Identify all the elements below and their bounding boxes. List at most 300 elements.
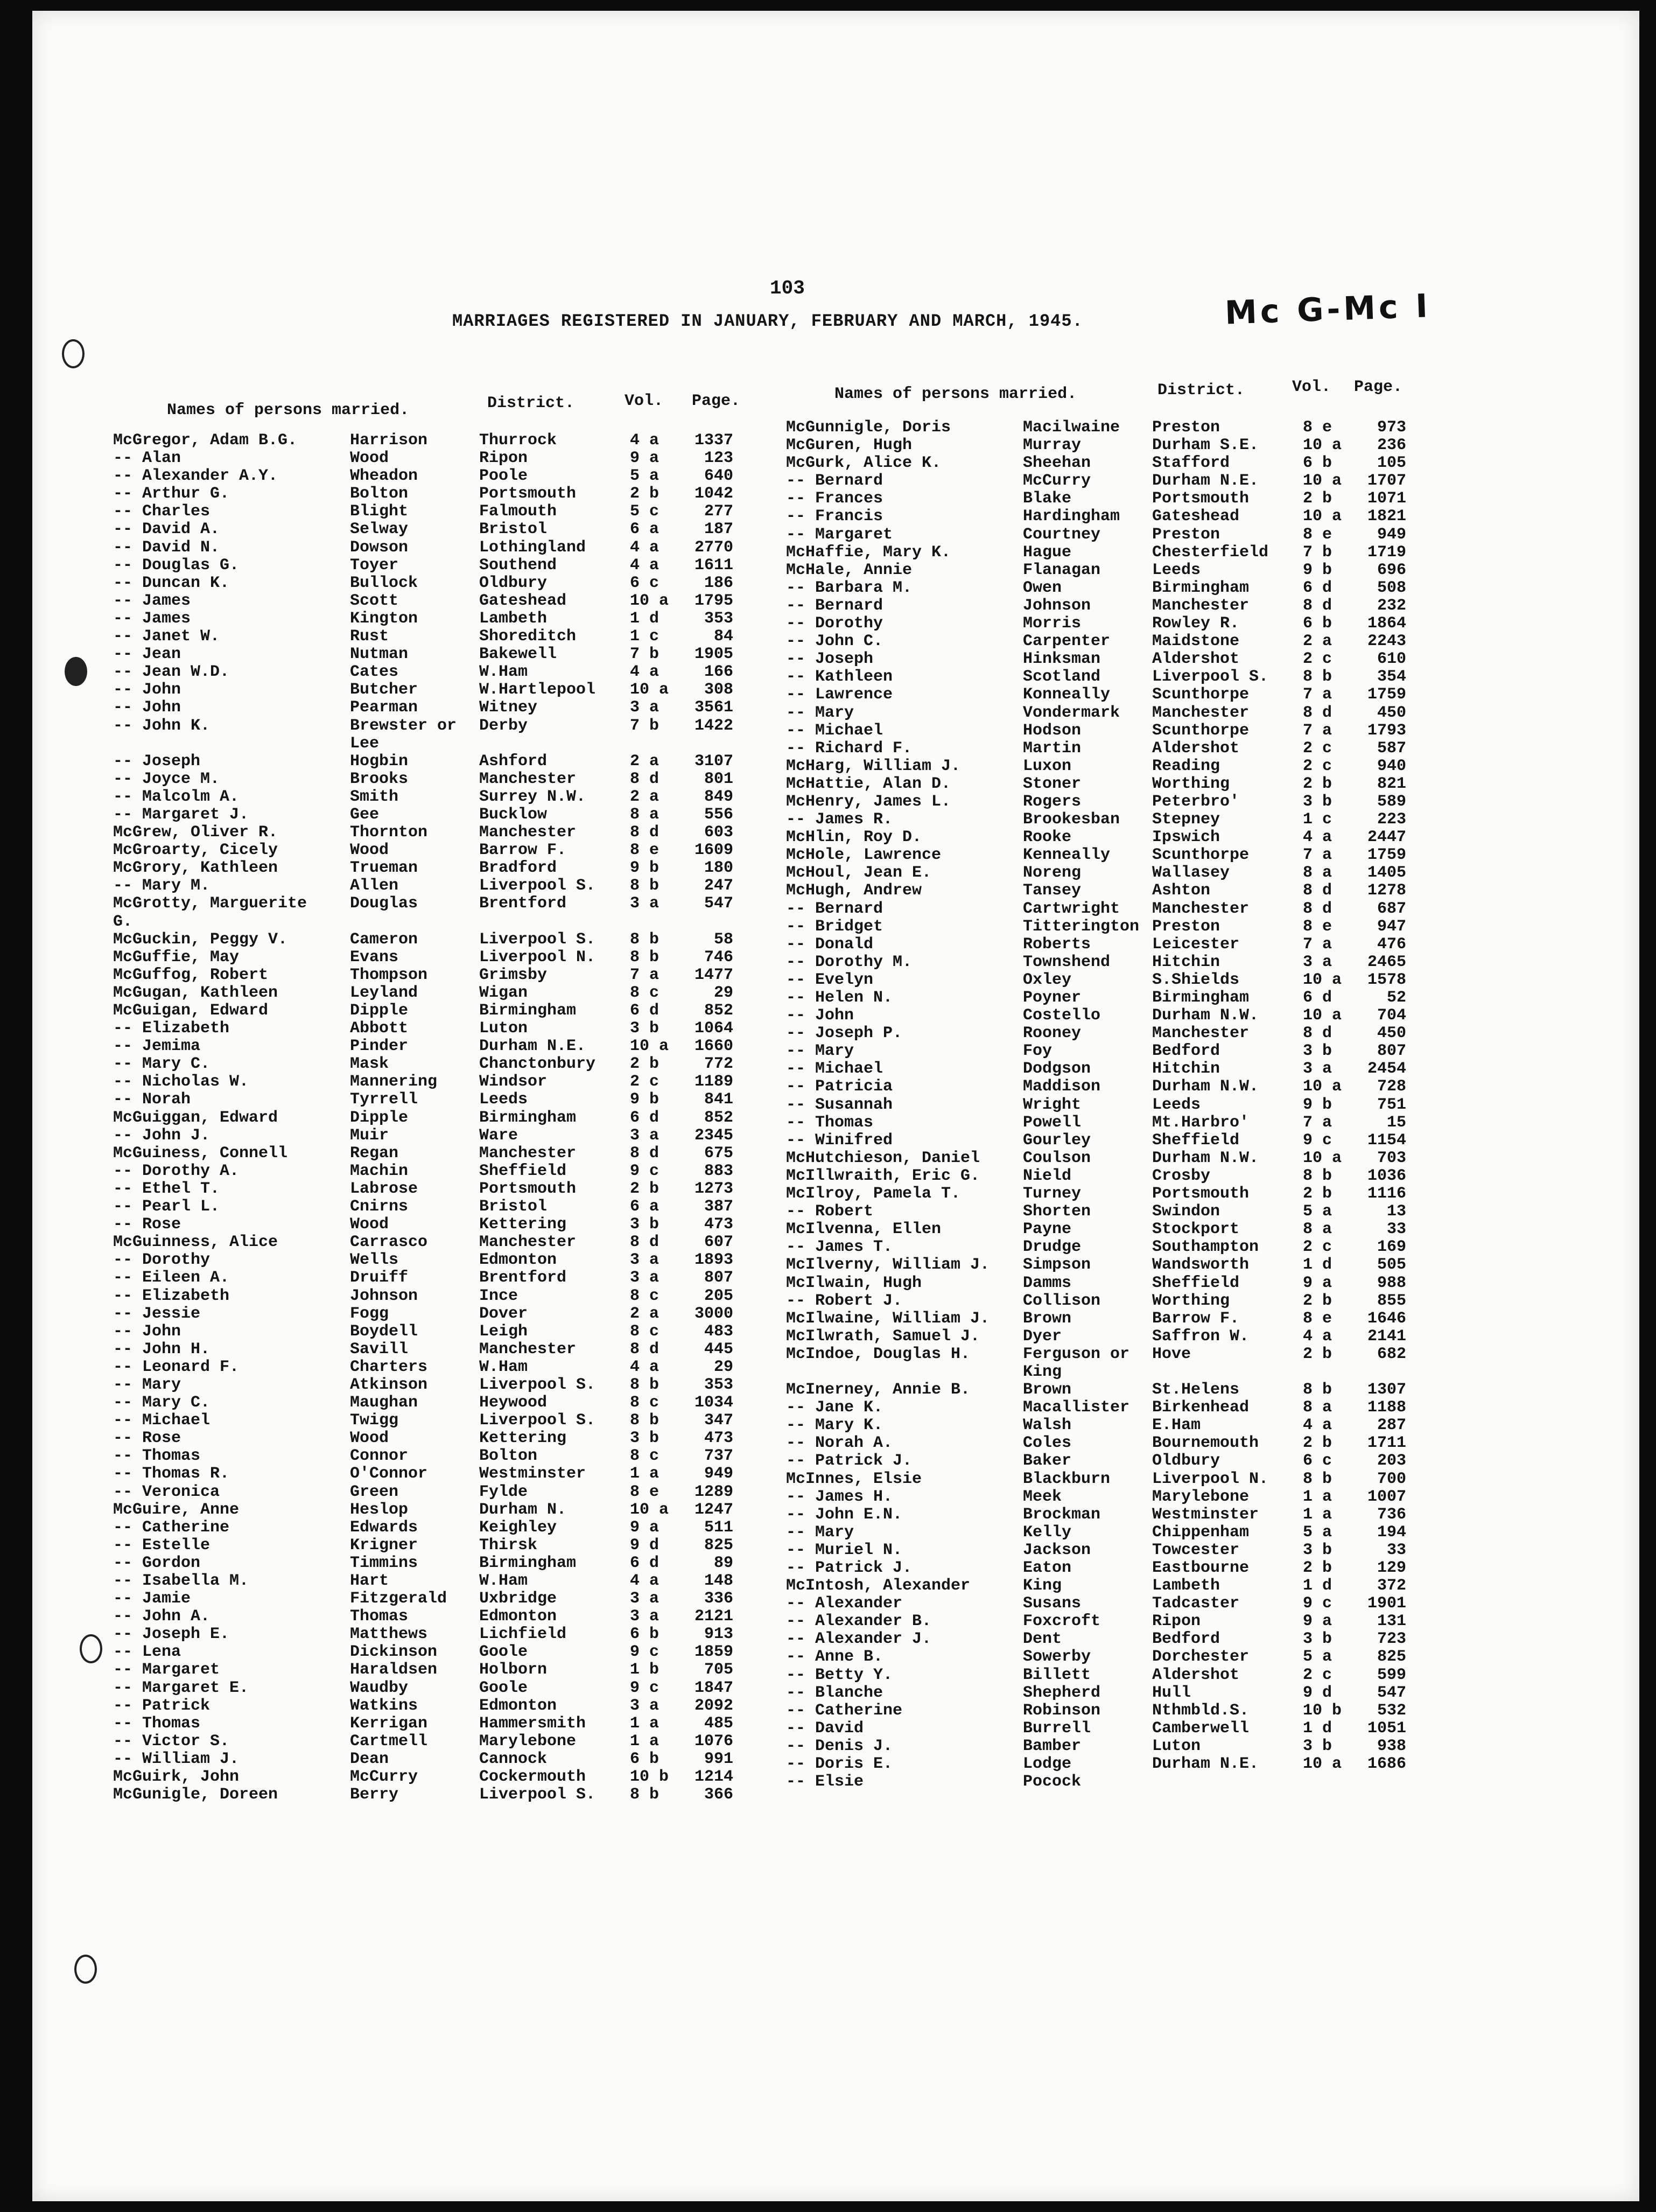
- entry-name: -- John E.N.: [786, 1505, 903, 1524]
- entry-name: McGuffog, Robert: [113, 965, 269, 984]
- entry-district: Worthing: [1152, 774, 1230, 793]
- entry-page: 354: [1377, 668, 1406, 687]
- entry-spouse: Macilwaine: [1023, 418, 1120, 437]
- entry-page: 1154: [1367, 1131, 1406, 1150]
- entry-district: W.Ham: [479, 1572, 528, 1590]
- entry-spouse: Konneally: [1023, 685, 1111, 704]
- register-entry: [786, 846, 1459, 864]
- entry-name: -- Susannah: [786, 1095, 893, 1114]
- entry-page: 1422: [694, 716, 733, 735]
- entry-spouse: Brockman: [1023, 1505, 1101, 1524]
- entry-page: 2465: [1367, 953, 1406, 971]
- register-entry: [113, 1287, 786, 1305]
- register-entry: [786, 1310, 1459, 1328]
- entry-district: Hitchin: [1152, 953, 1220, 971]
- entry-vol: 10 a: [630, 681, 669, 699]
- register-entry: [113, 681, 786, 699]
- entry-page: 3107: [694, 752, 733, 771]
- entry-vol: 7 a: [1303, 1113, 1332, 1132]
- entry-vol: 2 b: [1303, 1185, 1332, 1203]
- entry-spouse: Druiff: [350, 1269, 409, 1287]
- entry-name: McHutchieson, Daniel: [786, 1149, 980, 1167]
- entry-district: Leeds: [1152, 1095, 1201, 1114]
- entry-vol: 1 d: [1303, 1719, 1332, 1738]
- entry-name: -- Mary C.: [113, 1055, 210, 1074]
- entry-page: 1719: [1367, 543, 1406, 562]
- entry-vol: 8 b: [630, 948, 659, 967]
- register-entry: [786, 1238, 1459, 1256]
- entry-district: Bradford: [479, 859, 557, 878]
- entry-name: -- Joseph: [786, 650, 874, 669]
- entry-district: Peterbro': [1152, 792, 1240, 811]
- entry-name: McIlwain, Hugh: [786, 1273, 922, 1292]
- entry-district: Brentford: [479, 1269, 567, 1287]
- entry-spouse: Dowson: [350, 538, 409, 557]
- register-entry: [113, 628, 786, 646]
- entry-name: -- Doris E.: [786, 1755, 893, 1774]
- entry-spouse: Kelly: [1023, 1523, 1072, 1542]
- register-entry: [113, 432, 786, 450]
- entry-page: 607: [704, 1233, 733, 1252]
- entry-vol: 8 b: [630, 1375, 659, 1394]
- entry-vol: 8 c: [630, 1447, 659, 1466]
- entry-district: Oldbury: [479, 573, 548, 592]
- entry-spouse: Pinder: [350, 1037, 409, 1056]
- register-entry: [113, 967, 786, 984]
- entry-district: Fylde: [479, 1482, 528, 1501]
- entry-vol: 3 a: [630, 894, 659, 913]
- entry-district: Liverpool S.: [1152, 668, 1269, 687]
- entry-page: 131: [1377, 1612, 1406, 1631]
- entry-page: 1864: [1367, 614, 1406, 633]
- entry-spouse: Brooks: [350, 769, 409, 788]
- entry-vol: 10 a: [1303, 436, 1342, 455]
- entry-spouse: Cates: [350, 663, 399, 682]
- entry-spouse: Mask: [350, 1055, 389, 1074]
- entry-district: Birmingham: [479, 1002, 577, 1020]
- entry-page: 1905: [694, 645, 733, 664]
- entry-spouse: Wood: [350, 841, 389, 860]
- entry-name: -- Catherine: [786, 1701, 903, 1720]
- entry-spouse: Cartwright: [1023, 899, 1120, 918]
- register-entry: [786, 1613, 1459, 1630]
- entry-name: McGurk, Alice K.: [786, 454, 942, 473]
- entry-district: Manchester: [479, 769, 577, 788]
- entry-spouse: Sheehan: [1023, 454, 1091, 473]
- entry-district: Maidstone: [1152, 632, 1240, 651]
- entry-spouse: Gourley: [1023, 1131, 1091, 1150]
- entry-spouse: Bolton: [350, 485, 409, 503]
- entry-page: 849: [704, 787, 733, 806]
- entry-district: Sheffield: [1152, 1131, 1240, 1150]
- entry-page: 1611: [694, 556, 733, 575]
- entry-name: McGroarty, Cicely: [113, 841, 278, 860]
- entry-spouse: Turney: [1023, 1185, 1082, 1203]
- entry-district: Poole: [479, 467, 528, 486]
- entry-vol: 10 b: [630, 1768, 669, 1787]
- entry-district: Reading: [1152, 757, 1220, 775]
- entry-district: Preston: [1152, 917, 1220, 936]
- entry-vol: 2 c: [1303, 1238, 1332, 1257]
- register-entry: [113, 771, 786, 788]
- register-entry: [786, 1221, 1459, 1238]
- entry-spouse: Payne: [1023, 1220, 1072, 1239]
- register-entry: [113, 1715, 786, 1733]
- entry-name: -- Denis J.: [786, 1737, 893, 1755]
- entry-page: 1711: [1367, 1434, 1406, 1453]
- entry-name: McGrotty, Marguerite: [113, 894, 307, 913]
- register-page: [32, 11, 1639, 2201]
- entry-page: 387: [704, 1198, 733, 1216]
- entry-spouse: Susans: [1023, 1594, 1082, 1613]
- entry-name: -- John: [113, 698, 181, 717]
- entry-page: 1036: [1367, 1166, 1406, 1185]
- entry-page: 1337: [694, 431, 733, 450]
- entry-name: McHarg, William J.: [786, 757, 961, 775]
- entry-vol: 1 d: [1303, 1577, 1332, 1595]
- entry-spouse: Hodson: [1023, 721, 1082, 740]
- entry-spouse: Machin: [350, 1161, 409, 1180]
- entry-vol: 2 b: [630, 1055, 659, 1074]
- entry-district: Liverpool S.: [479, 1375, 596, 1394]
- entry-page: 1076: [694, 1732, 733, 1751]
- entry-spouse: Hogbin: [350, 752, 409, 771]
- entry-name: -- Mary: [113, 1375, 181, 1394]
- entry-name: -- James: [113, 609, 191, 628]
- entry-name: -- John: [113, 681, 181, 699]
- entry-name: -- Michael: [786, 721, 883, 740]
- entry-district: Windsor: [479, 1073, 548, 1091]
- entry-district: Durham N.E.: [1152, 1755, 1259, 1774]
- entry-spouse: Dyer: [1023, 1327, 1062, 1346]
- entry-district: Chippenham: [1152, 1523, 1250, 1542]
- entry-page: 473: [704, 1429, 733, 1448]
- entry-spouse: Brookesban: [1023, 810, 1120, 829]
- entry-name: McHole, Lawrence: [786, 846, 942, 865]
- register-entry: [786, 686, 1459, 704]
- entry-page: 855: [1377, 1291, 1406, 1310]
- entry-vol: 4 a: [1303, 1416, 1332, 1435]
- entry-district: Crosby: [1152, 1166, 1211, 1185]
- entry-district: W.Ham: [479, 663, 528, 682]
- entry-district: Saffron W.: [1152, 1327, 1250, 1346]
- left-header-vol: Vol.: [624, 392, 664, 410]
- entry-district: Stockport: [1152, 1220, 1240, 1239]
- entry-spouse: Brewster or: [350, 716, 457, 735]
- entry-district: Falmouth: [479, 502, 557, 521]
- entry-district: Cockermouth: [479, 1768, 586, 1787]
- entry-page: 33: [1386, 1220, 1406, 1239]
- register-entry: [786, 1595, 1459, 1613]
- entry-spouse: Simpson: [1023, 1256, 1091, 1275]
- entry-spouse: Pocock: [1023, 1773, 1082, 1791]
- entry-name: -- Nicholas W.: [113, 1073, 249, 1091]
- entry-page: 308: [704, 681, 733, 699]
- register-entry: [113, 1091, 786, 1109]
- entry-vol: 8 c: [630, 1322, 659, 1341]
- entry-spouse: Jackson: [1023, 1541, 1091, 1559]
- entry-name: -- David N.: [113, 538, 220, 557]
- entry-name: McGuiness, Connell: [113, 1144, 288, 1163]
- register-entry: [113, 1020, 786, 1038]
- entry-vol: 8 b: [1303, 1166, 1332, 1185]
- entry-page: 186: [704, 573, 733, 592]
- entry-district: Rowley R.: [1152, 614, 1240, 633]
- register-entry: [786, 1773, 1459, 1791]
- entry-district: Lichfield: [479, 1625, 567, 1644]
- entry-name: -- Alexander J.: [786, 1630, 932, 1649]
- register-entry: [786, 918, 1459, 936]
- register-entry: [786, 508, 1459, 526]
- register-entry: [113, 575, 786, 592]
- entry-page: 445: [704, 1340, 733, 1359]
- entry-vol: 6 b: [1303, 454, 1332, 473]
- entry-district: Holborn: [479, 1661, 548, 1679]
- entry-page: 883: [704, 1161, 733, 1180]
- entry-district: Hitchin: [1152, 1060, 1220, 1079]
- register-entry: [786, 989, 1459, 1007]
- entry-vol: 8 d: [630, 1144, 659, 1163]
- entry-district: Ware: [479, 1126, 518, 1145]
- register-entry: [786, 1702, 1459, 1720]
- entry-vol: 7 b: [1303, 543, 1332, 562]
- entry-name: -- Leonard F.: [113, 1357, 240, 1376]
- register-entry: [113, 1465, 786, 1483]
- entry-spouse: Damms: [1023, 1273, 1072, 1292]
- entry-spouse: Selway: [350, 520, 409, 539]
- entry-district: Manchester: [479, 1233, 577, 1252]
- entry-vol: 6 b: [630, 1749, 659, 1768]
- entry-page: 947: [1377, 917, 1406, 936]
- entry-spouse: Pearman: [350, 698, 418, 717]
- entry-name: -- Winifred: [786, 1131, 893, 1150]
- register-entry: [786, 597, 1459, 615]
- entry-spouse: Burrell: [1023, 1719, 1091, 1738]
- entry-page: 736: [1377, 1505, 1406, 1524]
- entry-page: 1188: [1367, 1398, 1406, 1417]
- entry-vol: 10 a: [1303, 1077, 1342, 1096]
- entry-page: 2447: [1367, 828, 1406, 847]
- entry-district: Wandsworth: [1152, 1256, 1250, 1275]
- entry-page: 1707: [1367, 472, 1406, 491]
- entry-vol: 8 e: [1303, 1309, 1332, 1328]
- entry-district: Gateshead: [1152, 507, 1240, 526]
- entry-name: -- Bernard: [786, 472, 883, 491]
- register-entry: [786, 437, 1459, 454]
- register-entry: [786, 1060, 1459, 1078]
- entry-spouse: Krigner: [350, 1536, 418, 1555]
- entry-spouse: Charters: [350, 1357, 428, 1376]
- entry-page: 366: [704, 1786, 733, 1804]
- entry-name: -- Patrick: [113, 1696, 210, 1715]
- register-entry: [113, 592, 786, 610]
- entry-spouse: Coles: [1023, 1434, 1072, 1453]
- entry-spouse: Sowerby: [1023, 1648, 1091, 1667]
- entry-page: 610: [1377, 650, 1406, 669]
- entry-district: Shoreditch: [479, 627, 577, 646]
- entry-name: -- Malcolm A.: [113, 787, 240, 806]
- entry-spouse: Walsh: [1023, 1416, 1072, 1435]
- entry-spouse: Johnson: [1023, 596, 1091, 615]
- register-entry: [113, 557, 786, 575]
- entry-name: McGuirk, John: [113, 1768, 240, 1787]
- entry-page: 1116: [1367, 1185, 1406, 1203]
- entry-vol: 3 b: [1303, 1737, 1332, 1755]
- entry-page: 682: [1377, 1345, 1406, 1363]
- entry-spouse: Shepherd: [1023, 1683, 1101, 1702]
- entry-vol: 1 a: [630, 1732, 659, 1751]
- entry-name: McIlwrath, Samuel J.: [786, 1327, 980, 1346]
- entry-name: -- Dorothy: [113, 1251, 210, 1270]
- entry-spouse: Wood: [350, 1215, 389, 1234]
- entry-spouse: Nutman: [350, 645, 409, 664]
- entry-page: 988: [1377, 1273, 1406, 1292]
- entry-spouse: Collison: [1023, 1291, 1101, 1310]
- entry-spouse: Ferguson or: [1023, 1345, 1130, 1363]
- entry-district: Swindon: [1152, 1202, 1220, 1221]
- register-entry: [786, 1078, 1459, 1096]
- entry-spouse: Murray: [1023, 436, 1082, 455]
- entry-page: 247: [704, 877, 733, 895]
- register-entry: [113, 1412, 786, 1430]
- entry-vol: 7 a: [1303, 721, 1332, 740]
- entry-page: 508: [1377, 578, 1406, 597]
- entry-page: 949: [1377, 525, 1406, 544]
- entry-district: Ipswich: [1152, 828, 1220, 847]
- entry-district: Liverpool N.: [1152, 1469, 1269, 1488]
- register-entry: [113, 824, 786, 842]
- entry-district: Hove: [1152, 1345, 1191, 1363]
- entry-name: McIlwaine, William J.: [786, 1309, 990, 1328]
- entry-name: McGuiggan, Edward: [113, 1108, 278, 1127]
- entry-vol: 8 d: [1303, 899, 1332, 918]
- entry-vol: 8 b: [630, 877, 659, 895]
- entry-vol: 8 d: [1303, 881, 1332, 900]
- entry-name: -- Norah: [113, 1090, 191, 1109]
- entry-vol: 8 b: [630, 1786, 659, 1804]
- entry-page: 728: [1377, 1077, 1406, 1096]
- entry-vol: 6 b: [630, 1625, 659, 1644]
- entry-vol: 10 a: [1303, 1149, 1342, 1167]
- entry-page: 547: [704, 894, 733, 913]
- entry-spouse: Coulson: [1023, 1149, 1091, 1167]
- register-entry: [113, 1679, 786, 1697]
- register-entry: [113, 1447, 786, 1465]
- entry-name: -- Victor S.: [113, 1732, 230, 1751]
- entry-vol: 8 d: [630, 769, 659, 788]
- entry-spouse: Matthews: [350, 1625, 428, 1644]
- entry-vol: 2 c: [1303, 1665, 1332, 1684]
- entry-name: -- William J.: [113, 1749, 240, 1768]
- entry-spouse: Berry: [350, 1786, 399, 1804]
- entry-spouse: Stoner: [1023, 774, 1082, 793]
- entry-vol: 3 b: [1303, 1630, 1332, 1649]
- entry-district: Birmingham: [1152, 989, 1250, 1007]
- register-entry: [113, 1073, 786, 1091]
- entry-name: -- David A.: [113, 520, 220, 539]
- entry-spouse: Macallister: [1023, 1398, 1130, 1417]
- entry-page: 1793: [1367, 721, 1406, 740]
- entry-vol: 8 d: [630, 1233, 659, 1252]
- entry-page: 841: [704, 1090, 733, 1109]
- entry-vol: 10 a: [630, 591, 669, 610]
- entry-page: 15: [1386, 1113, 1406, 1132]
- entry-page: 353: [704, 1375, 733, 1394]
- entry-page: 203: [1377, 1452, 1406, 1471]
- entry-district: Scunthorpe: [1152, 685, 1250, 704]
- entry-spouse: Dipple: [350, 1002, 409, 1020]
- entry-name: -- Michael: [113, 1411, 210, 1430]
- entry-district: Heywood: [479, 1394, 548, 1412]
- entry-name: -- Elsie: [786, 1773, 864, 1791]
- entry-district: Scunthorpe: [1152, 721, 1250, 740]
- entry-district: Liverpool S.: [479, 1786, 596, 1804]
- left-header-names: Names of persons married.: [167, 401, 410, 419]
- register-entry: [786, 1025, 1459, 1042]
- entry-page: 347: [704, 1411, 733, 1430]
- entry-district: Chesterfield: [1152, 543, 1269, 562]
- register-entry: [786, 1167, 1459, 1185]
- entry-page: 589: [1377, 792, 1406, 811]
- punch-hole-2: [65, 657, 87, 686]
- entry-district: Camberwell: [1152, 1719, 1250, 1738]
- register-entry: [786, 775, 1459, 793]
- entry-spouse: Johnson: [350, 1286, 418, 1305]
- entry-name: -- John A.: [113, 1607, 210, 1626]
- entry-district: Bucklow: [479, 805, 548, 824]
- entry-name: -- Blanche: [786, 1683, 883, 1702]
- entry-name: -- Jean: [113, 645, 181, 664]
- entry-spouse: Titterington: [1023, 917, 1140, 936]
- entry-spouse: Courtney: [1023, 525, 1101, 544]
- entry-district: Bristol: [479, 520, 548, 539]
- page-title: MARRIAGES REGISTERED IN JANUARY, FEBRUARY AND MARCH, 1945.: [452, 311, 1083, 331]
- entry-name: McGuinness, Alice: [113, 1233, 278, 1252]
- register-entry: [786, 1363, 1459, 1381]
- entry-district: Stafford: [1152, 454, 1230, 473]
- register-entry: [113, 1501, 786, 1519]
- entry-spouse: McCurry: [350, 1768, 418, 1787]
- entry-spouse: Dent: [1023, 1630, 1062, 1649]
- register-entry: [113, 1216, 786, 1234]
- entry-spouse: Tansey: [1023, 881, 1082, 900]
- entry-spouse: Blight: [350, 502, 409, 521]
- entry-name: -- James: [113, 591, 191, 610]
- register-entry: [786, 1452, 1459, 1470]
- register-entry: [113, 646, 786, 663]
- entry-page: 1759: [1367, 685, 1406, 704]
- entry-vol: 4 a: [630, 663, 659, 682]
- entry-name: -- Pearl L.: [113, 1198, 220, 1216]
- entry-district: Aldershot: [1152, 650, 1240, 669]
- entry-district: W.Hartlepool: [479, 681, 596, 699]
- entry-spouse: Dean: [350, 1749, 389, 1768]
- register-entry: [113, 1626, 786, 1643]
- entry-page: 58: [713, 930, 733, 949]
- entry-district: Edmonton: [479, 1251, 557, 1270]
- entry-spouse: Kerrigan: [350, 1714, 428, 1733]
- entry-page: 746: [704, 948, 733, 967]
- entry-page: 913: [704, 1625, 733, 1644]
- right-header-names: Names of persons married.: [834, 385, 1077, 403]
- entry-vol: 5 a: [1303, 1648, 1332, 1667]
- entry-district: Grimsby: [479, 965, 548, 984]
- entry-vol: 3 a: [1303, 1060, 1332, 1079]
- entry-vol: 1 a: [630, 1714, 659, 1733]
- entry-district: Ince: [479, 1286, 518, 1305]
- register-entry: [113, 1537, 786, 1555]
- entry-district: Birmingham: [479, 1553, 577, 1572]
